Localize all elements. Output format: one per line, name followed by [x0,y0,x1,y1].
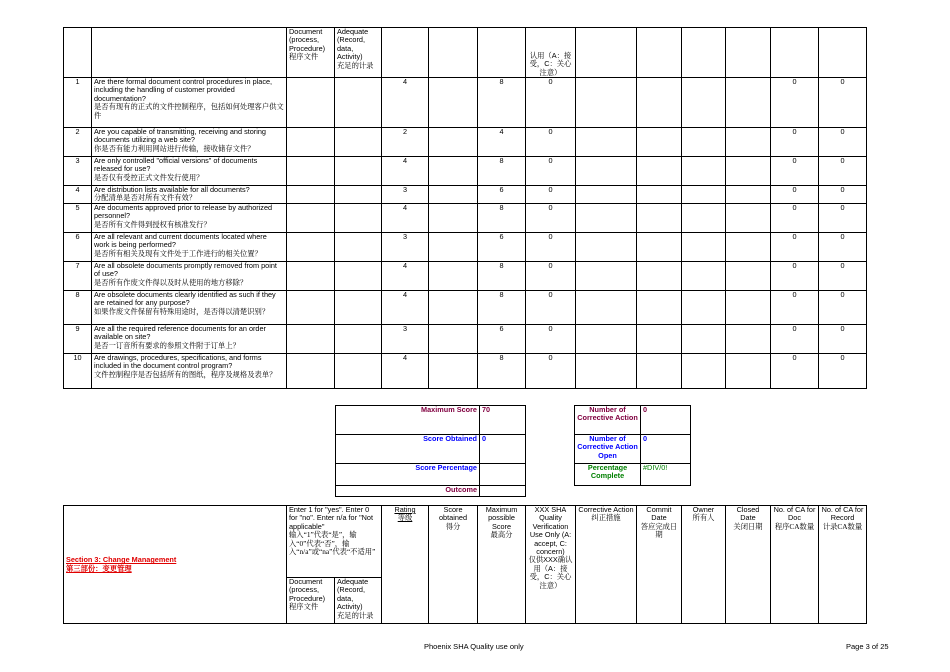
ca-doc-cell: 0 [771,78,819,128]
verification-cell[interactable]: 0 [526,354,576,389]
question-en: Are there formal document control procedures in place, including the handling of customer provided documentation? [94,77,273,103]
max-score-label: Maximum Score [336,406,480,435]
corrective-action-cell[interactable] [576,186,637,204]
question-en: Are all obsolete documents promptly removed from point of use? [94,261,277,279]
question-cn: 是否有现有的正式的文件控制程序，包括如何处理客户供文件 [94,102,284,120]
question-number: 8 [64,291,92,325]
document-cell [287,157,335,186]
commit-date-cell[interactable] [637,78,682,128]
max-score-cell: 8 [478,291,526,325]
adequate-cell [335,204,382,233]
score-percentage-value [480,464,526,486]
score-percentage-label: Score Percentage [336,464,480,486]
score-obtained-cell [429,262,478,291]
rating-cell[interactable]: 4 [382,78,429,128]
score-obtained-cell [429,354,478,389]
ca-doc-header: No. of CA for Doc 程序CA数量 [771,506,819,624]
footer-center: Phoenix SHA Quality use only [424,642,524,651]
section3-header-table [63,505,867,624]
question-cn: 是否所有文件得到授权有核准发行？ [94,219,211,229]
question-cn: 是否一订音所有要求的参照文件附于订单上？ [94,340,240,350]
rating-cell[interactable]: 3 [382,325,429,354]
question-text [92,233,287,262]
document-header-s3: Document (process, Procedure) 程序文件 [287,578,335,624]
max-score-header: Maximum possible Score 最高分 [478,506,526,624]
question-en: Are obsolete documents clearly identified as such if they are retained for any purpose? [94,290,276,308]
commit-date-cell[interactable] [637,291,682,325]
score-obtained-label: Score Obtained [336,435,480,464]
corrective-action-cell[interactable] [576,157,637,186]
owner-cell[interactable] [682,157,726,186]
verification-cell[interactable]: 0 [526,128,576,157]
owner-cell[interactable] [682,291,726,325]
score-obtained-value: 0 [480,435,526,464]
commit-date-cell[interactable] [637,233,682,262]
rating-cell[interactable]: 3 [382,233,429,262]
rating-cell[interactable]: 3 [382,186,429,204]
verification-cell[interactable]: 0 [526,325,576,354]
question-cn: 分配清单是否对所有文件有效？ [94,193,197,203]
closed-date-cell[interactable] [726,354,771,389]
closed-date-cell[interactable] [726,262,771,291]
closed-date-cell[interactable] [726,78,771,128]
adequate-header: Adequate (Record, data, Activity) 充足的计录 [335,28,382,78]
document-header: Document (process, Procedure) 程序文件 [287,28,335,78]
ca-record-cell: 0 [819,186,867,204]
commit-date-cell[interactable] [637,186,682,204]
table-row [64,186,867,204]
max-score-cell: 4 [478,128,526,157]
question-number: 10 [64,354,92,389]
commit-date-cell[interactable] [637,128,682,157]
owner-cell[interactable] [682,262,726,291]
ca-record-cell: 0 [819,128,867,157]
owner-cell[interactable] [682,354,726,389]
question-en: Are you capable of transmitting, receiving and storing documents utilizing a web site? [94,127,266,145]
question-number: 6 [64,233,92,262]
question-cn: 是否仅有受控正式文件发行使用？ [94,172,204,182]
document-cell [287,262,335,291]
rating-cell[interactable]: 4 [382,291,429,325]
question-number: 3 [64,157,92,186]
document-cell [287,291,335,325]
adequate-cell [335,128,382,157]
adequate-cell [335,291,382,325]
document-cell [287,354,335,389]
max-score-cell: 8 [478,204,526,233]
ca-record-cell: 0 [819,354,867,389]
corrective-action-cell[interactable] [576,204,637,233]
table-row [64,291,867,325]
question-number: 9 [64,325,92,354]
section3-title-cn: 第三部份：变更管理 [66,563,132,573]
section3-title: Section 3: Change Management [66,555,177,565]
question-text [92,157,287,186]
ca-doc-cell: 0 [771,291,819,325]
question-text [92,204,287,233]
corrective-action-cell[interactable] [576,291,637,325]
question-en: Are only controlled "official versions" of documents released for use? [94,156,258,174]
score-obtained-cell [429,157,478,186]
adequate-cell [335,354,382,389]
question-en: Are all the required reference documents for an order available on site? [94,324,266,342]
adequate-cell [335,78,382,128]
ca-doc-cell: 0 [771,128,819,157]
corrective-action-header: Corrective Action 纠正措施 [576,506,637,624]
table-row [64,354,867,389]
score-obtained-cell [429,128,478,157]
document-cell [287,204,335,233]
section3-title-cell [64,506,287,624]
commit-date-cell[interactable] [637,354,682,389]
document-cell [287,186,335,204]
rating-cell[interactable]: 2 [382,128,429,157]
commit-date-cell[interactable] [637,325,682,354]
max-score-cell: 8 [478,78,526,128]
score-obtained-header: Score obtained 得分 [429,506,478,624]
rating-header: Rating 等级 [382,506,429,624]
verification-cell[interactable]: 0 [526,204,576,233]
owner-cell[interactable] [682,78,726,128]
checklist-table [63,27,867,389]
ca-doc-cell: 0 [771,325,819,354]
ca-record-cell: 0 [819,157,867,186]
header-row [64,28,867,78]
question-text [92,325,287,354]
table-row [64,204,867,233]
closed-date-cell[interactable] [726,204,771,233]
owner-cell[interactable] [682,233,726,262]
score-obtained-cell [429,325,478,354]
document-cell [287,78,335,128]
closed-date-cell[interactable] [726,233,771,262]
question-cn: 如果作废文件保留有特殊用途时，是否得以清楚识别？ [94,306,270,316]
corrective-action-cell[interactable] [576,325,637,354]
owner-header: Owner 所有人 [682,506,726,624]
adequate-cell [335,325,382,354]
verification-cell[interactable]: 0 [526,186,576,204]
page-number: Page 3 of 25 [846,642,889,651]
ca-record-cell: 0 [819,233,867,262]
closed-date-cell[interactable] [726,186,771,204]
question-cn: 你是否有能力利用网站进行传输，接收储存文件？ [94,143,255,153]
corrective-action-cell[interactable] [576,262,637,291]
adequate-cell [335,262,382,291]
enter-instructions: Enter 1 for "yes". Enter 0 for "no". Enter n/a for "Not applicable" 输入“1”代表“是”，输入“0”代表“否”，输入“n/a”或“na”代表“不适用” [287,506,382,578]
adequate-cell [335,157,382,186]
max-score-cell: 8 [478,262,526,291]
table-row [64,233,867,262]
ca-record-cell: 0 [819,204,867,233]
pct-complete-label: Percentage Complete [575,464,641,486]
question-number: 2 [64,128,92,157]
ca-record-cell: 0 [819,262,867,291]
question-en: Are distribution lists available for all documents? [94,185,250,194]
question-cn: 是否所有相关及现有文件处于工作进行的相关位置？ [94,248,262,258]
num-ca-value: 0 [641,406,691,435]
max-score-value: 70 [480,406,526,435]
commit-date-header: Commit Date 答应完成日期 [637,506,682,624]
max-score-cell: 6 [478,325,526,354]
adequate-cell [335,233,382,262]
xxx-verification-header: XXX SHA Quality Verification Use Only (A: accept, C: concern) 仅供XXX确认用（A：接受，C：关心注意） [526,506,576,624]
closed-date-cell[interactable] [726,128,771,157]
question-en: Are documents approved prior to release by authorized personnel? [94,203,273,221]
max-score-cell: 6 [478,186,526,204]
table-row [64,128,867,157]
score-summary-table [335,405,526,497]
score-obtained-cell [429,186,478,204]
question-text [92,78,287,128]
question-text [92,291,287,325]
commit-date-cell[interactable] [637,157,682,186]
question-number: 1 [64,78,92,128]
commit-date-cell[interactable] [637,204,682,233]
rating-cell[interactable]: 4 [382,157,429,186]
max-score-cell: 6 [478,233,526,262]
score-obtained-cell [429,291,478,325]
question-text [92,262,287,291]
owner-cell[interactable] [682,204,726,233]
rating-cell[interactable]: 4 [382,354,429,389]
ca-doc-cell: 0 [771,354,819,389]
verification-cell[interactable]: 0 [526,157,576,186]
question-number: 4 [64,186,92,204]
ca-record-header: No. of CA for Record 计录CA数量 [819,506,867,624]
xxx-header-partial: 认用（A：接受，C：关心注意） [526,28,576,78]
ca-doc-cell: 0 [771,186,819,204]
rating-cell[interactable]: 4 [382,204,429,233]
closed-date-cell[interactable] [726,325,771,354]
corrective-action-cell[interactable] [576,78,637,128]
verification-cell[interactable]: 0 [526,291,576,325]
document-cell [287,325,335,354]
rating-cell[interactable]: 4 [382,262,429,291]
ca-record-cell: 0 [819,325,867,354]
ca-doc-cell: 0 [771,262,819,291]
question-en: Are drawings, procedures, specifications, and forms included in the document control program? [94,353,262,371]
question-text [92,186,287,204]
adequate-header-s3: Adequate (Record, data, Activity) 充足的计录 [335,578,382,624]
question-en: Are all relevant and current documents located where work is being performed? [94,232,267,250]
outcome-label: Outcome [336,486,480,497]
ca-record-cell: 0 [819,291,867,325]
ca-doc-cell: 0 [771,233,819,262]
corrective-action-summary-table [574,405,691,486]
score-obtained-cell [429,78,478,128]
adequate-cell [335,186,382,204]
table-row [64,78,867,128]
ca-doc-cell: 0 [771,157,819,186]
table-row [64,157,867,186]
commit-date-cell[interactable] [637,262,682,291]
score-obtained-cell [429,204,478,233]
corrective-action-cell[interactable] [576,233,637,262]
document-cell [287,128,335,157]
document-cell [287,233,335,262]
verification-cell[interactable]: 0 [526,78,576,128]
verification-cell[interactable]: 0 [526,262,576,291]
max-score-cell: 8 [478,354,526,389]
question-cn: 是否所有作废文件得以及时从使用的地方移除？ [94,277,248,287]
table-row [64,325,867,354]
owner-cell[interactable] [682,325,726,354]
question-text [92,354,287,389]
closed-date-header: Closed Date 关闭日期 [726,506,771,624]
owner-cell[interactable] [682,186,726,204]
num-ca-label: Number of Corrective Action [575,406,641,435]
closed-date-cell[interactable] [726,291,771,325]
question-number: 5 [64,204,92,233]
max-score-cell: 8 [478,157,526,186]
num-open-value: 0 [641,435,691,464]
ca-doc-cell: 0 [771,204,819,233]
closed-date-cell[interactable] [726,157,771,186]
num-open-label: Number of Corrective Action Open [575,435,641,464]
verification-cell[interactable]: 0 [526,233,576,262]
corrective-action-cell[interactable] [576,128,637,157]
question-number: 7 [64,262,92,291]
score-obtained-cell [429,233,478,262]
question-cn: 文件控制程序是否包括所有的图纸，程序及规格及表单？ [94,369,277,379]
question-text [92,128,287,157]
corrective-action-cell[interactable] [576,354,637,389]
owner-cell[interactable] [682,128,726,157]
outcome-value [480,486,526,497]
ca-record-cell: 0 [819,78,867,128]
pct-complete-value: #DIV/0! [641,464,691,486]
table-row [64,262,867,291]
